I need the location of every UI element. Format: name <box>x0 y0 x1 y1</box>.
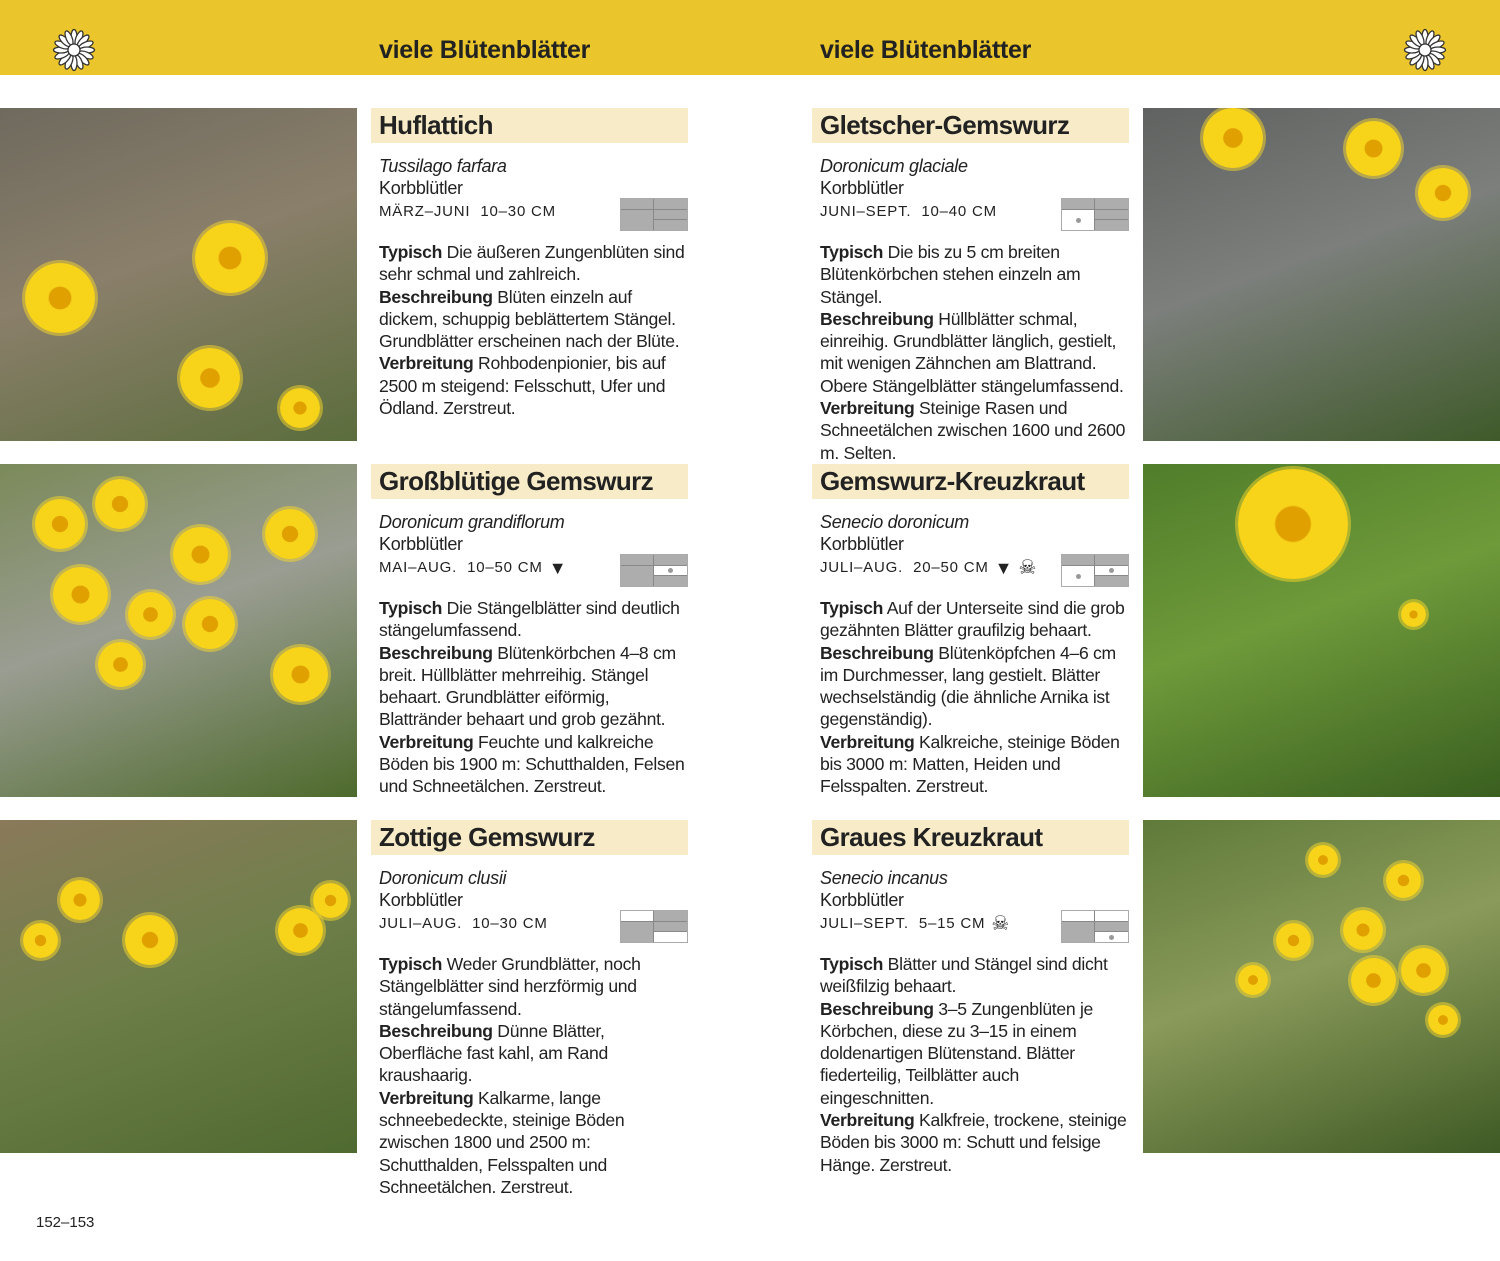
description-paragraph <box>820 642 1129 731</box>
description-text: Blätter und Stängel sind dicht weißfilzig behaart. <box>820 954 1108 997</box>
description-paragraph <box>820 998 1129 1109</box>
description-paragraph <box>379 241 688 286</box>
flower-blossom <box>125 915 175 965</box>
daisy-icon <box>52 28 96 72</box>
flower-blossom <box>25 263 95 333</box>
description-paragraph <box>820 241 1129 308</box>
daisy-icon <box>1403 28 1447 72</box>
plant-description <box>371 953 688 1198</box>
latin-name: Tussilago farfara <box>379 156 507 176</box>
plant-meta <box>812 911 1129 937</box>
plant-description <box>812 597 1129 798</box>
flower-blossom <box>313 883 348 918</box>
flower-blossom <box>53 567 108 622</box>
plant-entry <box>371 820 688 1198</box>
description-text: Blüten einzeln auf dickem, schuppig beblättertem Stängel. Grundblätter erscheinen nach der Blüte. <box>379 286 680 352</box>
flower-blossom <box>98 642 143 687</box>
flower-blossom <box>173 527 228 582</box>
plant-name: Gemswurz-Kreuzkraut <box>812 464 1129 499</box>
flower-blossom <box>278 908 323 953</box>
plant-family: Korbblütler <box>379 534 463 554</box>
flower-blossom <box>1401 948 1446 993</box>
plant-height: 20–50 CM <box>913 559 989 576</box>
description-paragraph <box>820 308 1129 397</box>
description-text: 3–5 Zungenblüten je Körbchen, diese zu 3–15 in einem doldenartigen Blütenstand. Blätter fiederteilig, Teilblätter auch eingeschnitten. <box>820 998 1094 1108</box>
habitat-grid <box>1061 198 1129 231</box>
description-label: Beschreibung <box>379 642 493 663</box>
flower-blossom <box>273 647 328 702</box>
plant-meta <box>812 199 1129 225</box>
description-paragraph <box>379 352 688 419</box>
description-text: Steinige Rasen und Schneetälchen zwischen 1600 und 2600 m. Selten. <box>820 398 1126 463</box>
flower-blossom <box>185 599 235 649</box>
plant-photo <box>1143 464 1500 797</box>
page-numbers: 152–153 <box>36 1214 95 1231</box>
plant-family: Korbblütler <box>820 890 904 910</box>
plant-entry <box>371 108 688 419</box>
description-text: Hüllblätter schmal, einreihig. Grundblätter länglich, gestielt, mit wenigen Zähnchen am Blattrand. Obere Stängelblätter stängelumfassend. <box>820 308 1124 396</box>
description-text: Feuchte und kalkreiche Böden bis 1900 m: Schutthalden, Felsen und Schneetälchen. Zerstreut. <box>379 731 685 797</box>
plant-meta <box>812 555 1129 581</box>
plant-meta <box>371 555 688 581</box>
description-paragraph <box>379 1087 688 1198</box>
flower-blossom <box>1351 958 1396 1003</box>
plant-family: Korbblütler <box>820 178 904 198</box>
description-paragraph <box>820 1109 1129 1176</box>
plant-name: Graues Kreuzkraut <box>812 820 1129 855</box>
description-paragraph <box>379 286 688 353</box>
plant-height: 10–50 CM <box>467 559 543 576</box>
flower-blossom <box>1401 602 1426 627</box>
description-paragraph <box>379 597 688 642</box>
flower-blossom <box>1346 121 1401 176</box>
plant-height: 10–30 CM <box>480 203 556 220</box>
flower-blossom <box>23 923 58 958</box>
description-label: Typisch <box>820 598 884 618</box>
habitat-grid <box>1061 910 1129 943</box>
plant-photo <box>0 108 357 441</box>
latin-name: Senecio incanus <box>820 868 948 888</box>
flower-blossom <box>1238 965 1268 995</box>
flowering-season: JULI–SEPT. <box>820 915 909 932</box>
flower-blossom <box>180 348 240 408</box>
flower-blossom <box>280 388 320 428</box>
description-label: Beschreibung <box>820 998 934 1019</box>
description-label: Typisch <box>379 598 443 618</box>
description-label: Verbreitung <box>379 353 474 374</box>
description-paragraph <box>820 953 1129 998</box>
flower-blossom <box>1203 108 1263 168</box>
plant-photo <box>1143 108 1500 441</box>
plant-meta <box>371 199 688 225</box>
plant-height: 10–40 CM <box>921 203 997 220</box>
flower-blossom <box>1343 910 1383 950</box>
flowering-season: JUNI–SEPT. <box>820 203 912 220</box>
plant-entry <box>371 464 688 798</box>
flowering-season: JULI–AUG. <box>820 559 904 576</box>
plant-photo <box>0 820 357 1153</box>
description-label: Verbreitung <box>820 1110 915 1131</box>
poison-skull-icon: ☠ <box>1018 557 1037 579</box>
description-text: Rohbodenpionier, bis auf 2500 m steigend: Felsschutt, Ufer und Ödland. Zerstreut. <box>379 353 666 419</box>
flower-blossom <box>128 592 173 637</box>
description-text: Die bis zu 5 cm breiten Blütenkörbchen stehen einzeln am Stängel. <box>820 242 1081 307</box>
description-label: Typisch <box>820 954 884 974</box>
flower-blossom <box>60 880 100 920</box>
description-label: Typisch <box>379 954 443 974</box>
protected-icon: ▼ <box>548 558 567 578</box>
plant-description <box>812 241 1129 464</box>
plant-entry <box>812 464 1129 798</box>
description-label: Verbreitung <box>820 398 915 419</box>
chapter-title-left: viele Blütenblätter <box>379 36 591 64</box>
description-paragraph <box>379 642 688 731</box>
flower-blossom <box>265 509 315 559</box>
description-text: Die Stängelblätter sind deutlich stängelumfassend. <box>379 598 680 641</box>
latin-name: Doronicum clusii <box>379 868 507 888</box>
plant-description <box>371 597 688 798</box>
description-text: Die äußeren Zungenblüten sind sehr schmal und zahlreich. <box>379 242 685 285</box>
plant-entry <box>812 108 1129 464</box>
flower-blossom <box>1386 863 1421 898</box>
chapter-header <box>0 0 1500 75</box>
latin-name: Doronicum glaciale <box>820 156 968 176</box>
habitat-grid <box>1061 554 1129 587</box>
flower-blossom <box>1308 845 1338 875</box>
description-paragraph <box>379 731 688 798</box>
description-label: Beschreibung <box>379 1020 493 1041</box>
habitat-grid <box>620 198 688 231</box>
plant-name: Großblütige Gemswurz <box>371 464 688 499</box>
plant-photo <box>0 464 357 797</box>
plant-entry <box>812 820 1129 1176</box>
flower-blossom <box>195 223 265 293</box>
protected-icon: ▼ <box>994 558 1013 578</box>
description-paragraph <box>379 1020 688 1087</box>
flower-blossom <box>35 499 85 549</box>
habitat-grid <box>620 910 688 943</box>
flowering-season: MÄRZ–JUNI <box>379 203 471 220</box>
description-label: Beschreibung <box>379 286 493 307</box>
plant-meta <box>371 911 688 937</box>
description-paragraph <box>820 597 1129 642</box>
plant-family: Korbblütler <box>820 534 904 554</box>
description-text: Dünne Blätter, Oberfläche fast kahl, am Rand kraushaarig. <box>379 1020 608 1086</box>
description-text: Blütenkörbchen 4–8 cm breit. Hüllblätter mehrreihig. Stängel behaart. Grundblätter eiförmig, Blattränder behaart und grob gezähnt. <box>379 642 676 730</box>
description-label: Verbreitung <box>820 731 915 752</box>
chapter-title-right: viele Blütenblätter <box>820 36 1032 64</box>
description-label: Verbreitung <box>379 1087 474 1108</box>
description-paragraph <box>379 953 688 1020</box>
plant-name: Huflattich <box>371 108 688 143</box>
description-text: Auf der Unterseite sind die grob gezähnten Blätter graufilzig behaart. <box>820 598 1125 641</box>
poison-skull-icon: ☠ <box>991 913 1010 935</box>
description-text: Kalkfreie, trockene, steinige Böden bis 3000 m: Schutt und felsige Hänge. Zerstreut. <box>820 1110 1127 1175</box>
flowering-season: MAI–AUG. <box>379 559 458 576</box>
flower-blossom <box>95 479 145 529</box>
description-text: Kalkarme, lange schneebedeckte, steinige Böden zwischen 1800 und 2500 m: Schutthalden, Felsspalten und Schneetälchen. Zerstreut. <box>379 1087 625 1197</box>
latin-name: Doronicum grandiflorum <box>379 512 565 532</box>
plant-description <box>812 953 1129 1176</box>
description-text: Blütenköpfchen 4–6 cm im Durchmesser, lang gestielt. Blätter wechselständig (die ähnliche Arnika ist gegenständig). <box>820 642 1116 730</box>
flower-blossom <box>1276 923 1311 958</box>
description-label: Verbreitung <box>379 731 474 752</box>
description-paragraph <box>820 397 1129 464</box>
description-label: Beschreibung <box>820 308 934 329</box>
description-label: Typisch <box>379 242 443 262</box>
flower-blossom <box>1418 168 1468 218</box>
plant-name: Gletscher-Gemswurz <box>812 108 1129 143</box>
habitat-grid <box>620 554 688 587</box>
description-text: Weder Grundblätter, noch Stängelblätter sind herzförmig und stängelumfassend. <box>379 954 641 1019</box>
plant-name: Zottige Gemswurz <box>371 820 688 855</box>
latin-name: Senecio doronicum <box>820 512 969 532</box>
description-paragraph <box>820 731 1129 798</box>
description-label: Beschreibung <box>820 642 934 663</box>
flower-blossom <box>1428 1005 1458 1035</box>
flower-blossom <box>1238 469 1348 579</box>
plant-description <box>371 241 688 419</box>
plant-family: Korbblütler <box>379 890 463 910</box>
description-text: Kalkreiche, steinige Böden bis 3000 m: Matten, Heiden und Felsspalten. Zerstreut. <box>820 731 1120 797</box>
flowering-season: JULI–AUG. <box>379 915 463 932</box>
plant-photo <box>1143 820 1500 1153</box>
plant-height: 5–15 CM <box>918 915 986 932</box>
plant-height: 10–30 CM <box>472 915 548 932</box>
description-label: Typisch <box>820 242 884 262</box>
plant-family: Korbblütler <box>379 178 463 198</box>
